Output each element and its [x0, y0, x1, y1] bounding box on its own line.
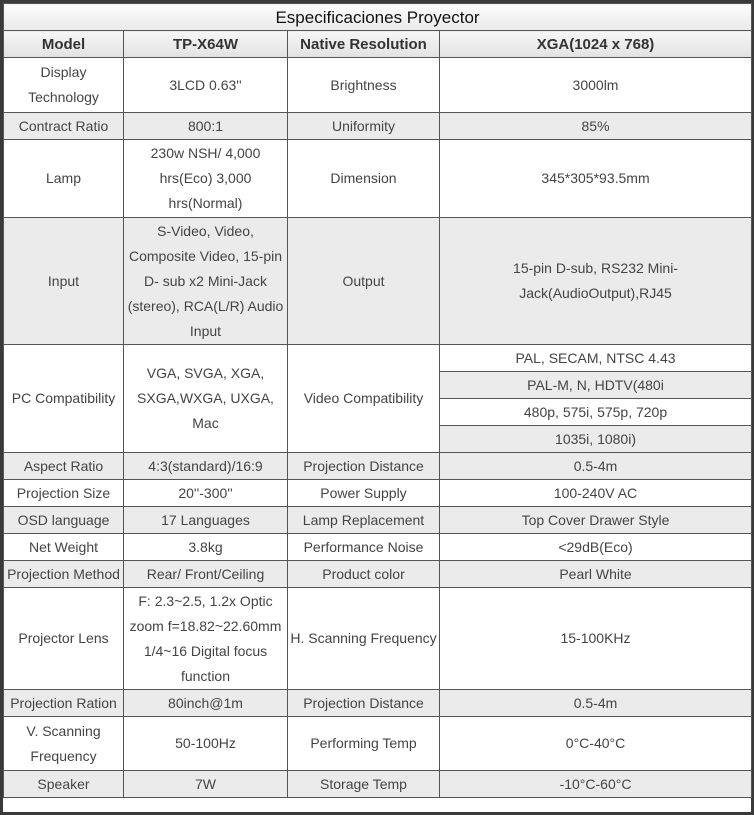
table-row [4, 453, 752, 480]
spec-label: Net Weight [4, 534, 124, 561]
spec-value: 17 Languages [124, 507, 288, 534]
spec-value: 20''-300'' [124, 480, 288, 507]
spec-label: Aspect Ratio [4, 453, 124, 480]
title-row [4, 4, 752, 31]
spec-label: Product color [288, 561, 440, 588]
spec-value: 1035i, 1080i) [440, 426, 752, 453]
spec-label: Display Technology [4, 58, 124, 113]
table-row [4, 507, 752, 534]
spec-label: Dimension [288, 140, 440, 218]
spec-value: -10°C-60°C [440, 771, 752, 798]
spec-label: Projection Distance [288, 453, 440, 480]
table-row [4, 690, 752, 717]
table-row [4, 480, 752, 507]
spec-value: PAL-M, N, HDTV(480i [440, 372, 752, 399]
spec-value: 0.5-4m [440, 690, 752, 717]
spec-label: Video Compatibility [288, 345, 440, 453]
spec-value: VGA, SVGA, XGA, SXGA,WXGA, UXGA, Mac [124, 345, 288, 453]
spec-value: 0°C-40°C [440, 717, 752, 771]
spec-value: PAL, SECAM, NTSC 4.43 [440, 345, 752, 372]
spec-value: 50-100Hz [124, 717, 288, 771]
spec-label: Output [288, 218, 440, 345]
spec-label: OSD language [4, 507, 124, 534]
header-resolution-value: XGA(1024 x 768) [440, 31, 752, 58]
spec-label: Lamp Replacement [288, 507, 440, 534]
spec-label: Uniformity [288, 113, 440, 140]
table-row [4, 771, 752, 798]
spec-value: Pearl White [440, 561, 752, 588]
spec-value: 15-100KHz [440, 588, 752, 690]
spec-label: Storage Temp [288, 771, 440, 798]
spec-label: Performing Temp [288, 717, 440, 771]
spec-label: PC Compatibility [4, 345, 124, 453]
spec-label: Performance Noise [288, 534, 440, 561]
table-row [4, 58, 752, 113]
header-resolution-label: Native Resolution [288, 31, 440, 58]
spec-value: 345*305*93.5mm [440, 140, 752, 218]
spec-value: F: 2.3~2.5, 1.2x Optic zoom f=18.82~22.60mm 1/4~16 Digital focus function [124, 588, 288, 690]
spec-value: 230w NSH/ 4,000 hrs(Eco) 3,000 hrs(Normal) [124, 140, 288, 218]
spec-value: Top Cover Drawer Style [440, 507, 752, 534]
spec-label: Contract Ratio [4, 113, 124, 140]
spec-label: V. Scanning Frequency [4, 717, 124, 771]
spec-value: 85% [440, 113, 752, 140]
spec-label: Power Supply [288, 480, 440, 507]
spec-value: 15-pin D-sub, RS232 Mini-Jack(AudioOutput),RJ45 [440, 218, 752, 345]
spec-label: Brightness [288, 58, 440, 113]
header-row [4, 31, 752, 58]
spec-label: H. Scanning Frequency [288, 588, 440, 690]
spec-table [3, 3, 752, 798]
spec-label: Projector Lens [4, 588, 124, 690]
spec-value: 800:1 [124, 113, 288, 140]
table-row [4, 345, 752, 372]
table-row [4, 717, 752, 771]
spec-value: 480p, 575i, 575p, 720p [440, 399, 752, 426]
table-row [4, 113, 752, 140]
spec-value: Rear/ Front/Ceiling [124, 561, 288, 588]
spec-value: 4:3(standard)/16:9 [124, 453, 288, 480]
table-row [4, 534, 752, 561]
spec-label: Projection Method [4, 561, 124, 588]
spec-label: Projection Ration [4, 690, 124, 717]
spec-value: 3LCD 0.63'' [124, 58, 288, 113]
spec-value: 7W [124, 771, 288, 798]
spec-value: 0.5-4m [440, 453, 752, 480]
table-row [4, 140, 752, 218]
header-model-label: Model [4, 31, 124, 58]
spec-label: Projection Distance [288, 690, 440, 717]
spec-sheet [3, 3, 751, 812]
spec-label: Lamp [4, 140, 124, 218]
spec-label: Speaker [4, 771, 124, 798]
table-row [4, 218, 752, 345]
spec-value: S-Video, Video, Composite Video, 15-pin D- sub x2 Mini-Jack (stereo), RCA(L/R) Audio Input [124, 218, 288, 345]
spec-value: <29dB(Eco) [440, 534, 752, 561]
header-model-value: TP-X64W [124, 31, 288, 58]
spec-value: 80inch@1m [124, 690, 288, 717]
spec-value: 3000lm [440, 58, 752, 113]
table-row [4, 561, 752, 588]
spec-label: Input [4, 218, 124, 345]
table-title: Especificaciones Proyector [4, 4, 752, 31]
table-row [4, 588, 752, 690]
spec-label: Projection Size [4, 480, 124, 507]
spec-value: 3.8kg [124, 534, 288, 561]
spec-value: 100-240V AC [440, 480, 752, 507]
